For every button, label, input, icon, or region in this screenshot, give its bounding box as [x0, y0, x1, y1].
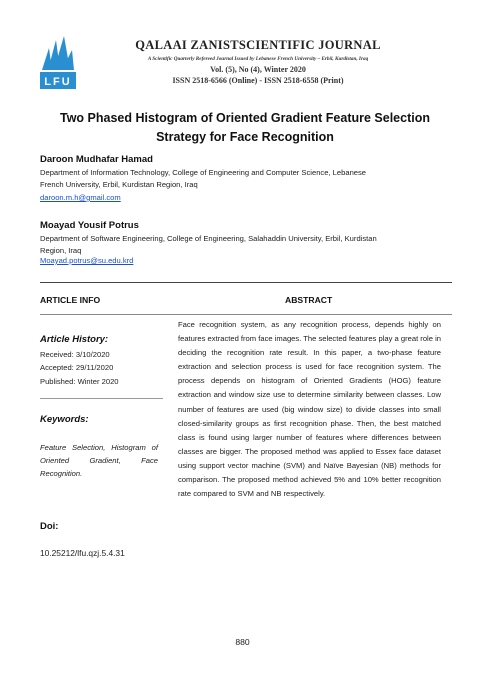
author-1-affiliation-line-1: Department of Information Technology, College of Engineering and Computer Science, Lebanese: [40, 168, 367, 177]
author-2-affiliation-line-2: Region, Iraq: [40, 245, 82, 255]
paper-title: [40, 109, 450, 147]
doi-label: Doi:: [40, 521, 59, 532]
header-divider: [40, 282, 452, 283]
published-date: Published: Winter 2020: [40, 377, 119, 386]
section-divider: [40, 314, 452, 315]
author-1-affiliation: [40, 167, 452, 190]
article-history-heading: Article History:: [40, 334, 109, 345]
paper-title-line-2: Strategy for Face Recognition: [156, 130, 334, 144]
journal-title: QALAAI ZANISTSCIENTIFIC JOURNAL: [135, 38, 381, 52]
author-2-affiliation-line-1: Department of Software Engineering, College of Engineering, Salahaddin University, Erbil, Kurdistan: [40, 234, 377, 243]
journal-issn: ISSN 2518-6566 (Online) - ISSN 2518-6558 (Print): [172, 76, 344, 85]
author-1-name: Daroon Mudhafar Hamad: [40, 154, 153, 165]
received-date: Received: 3/10/2020: [40, 350, 110, 359]
logo-text: LFU: [44, 76, 72, 88]
author-2-email-link[interactable]: Moayad.potrus@su.edu.krd: [40, 256, 134, 265]
author-1-email-link[interactable]: daroon.m.h@gmail.com: [40, 193, 121, 202]
page-number: 880: [235, 637, 250, 647]
university-logo: [40, 34, 76, 90]
history-divider: [40, 398, 163, 399]
author-2-affiliation: [40, 233, 452, 256]
author-1-affiliation-line-2: French University, Erbil, Kurdistan Region, Iraq: [40, 179, 198, 189]
abstract-body: Face recognition system, as any recognition process, depends highly on features extracted from face images. The selected features play a great role in deciding the recognition rate result. In this paper, a two-phase feature extraction and selection process is used for face recognition system. The process depends on histogram of Oriented Gradients (HOG) feature extraction and window size use to determine similarity between classes. Low number of features are used (big window size) to divide classes into small closed-similarity groups as first recognition phase. Then, the best matched class is found using larger number of features where differences between classes are bigger. The proposed method was applied to Essex face dataset using support vector machine (SVM) and Naïve Bayesian (NB) methods for comparison. The proposed method achieved 5% and 10% better recognition rate compared to SVM and NB respectively.: [178, 320, 441, 499]
journal-volume: Vol. (5), No (4), Winter 2020: [210, 65, 306, 74]
author-2-name: Moayad Yousif Potrus: [40, 220, 139, 231]
lfu-logo-icon: [40, 34, 76, 90]
article-info-heading: ARTICLE INFO: [40, 295, 101, 305]
abstract-heading: ABSTRACT: [285, 295, 333, 305]
doi-value: 10.25212/lfu.qzj.5.4.31: [40, 548, 125, 558]
journal-subtitle: A Scientific Quarterly Refereed Journal Issued by Lebanese French University – Erbil, Kurdistan, Iraq: [147, 56, 369, 62]
accepted-date: Accepted: 29/11/2020: [40, 363, 114, 372]
paper-title-line-1: Two Phased Histogram of Oriented Gradient Feature Selection: [60, 111, 430, 125]
keywords-list: Feature Selection, Histogram of Oriented Gradient, Face Recognition.: [40, 443, 158, 478]
keywords-heading: Keywords:: [40, 414, 89, 425]
